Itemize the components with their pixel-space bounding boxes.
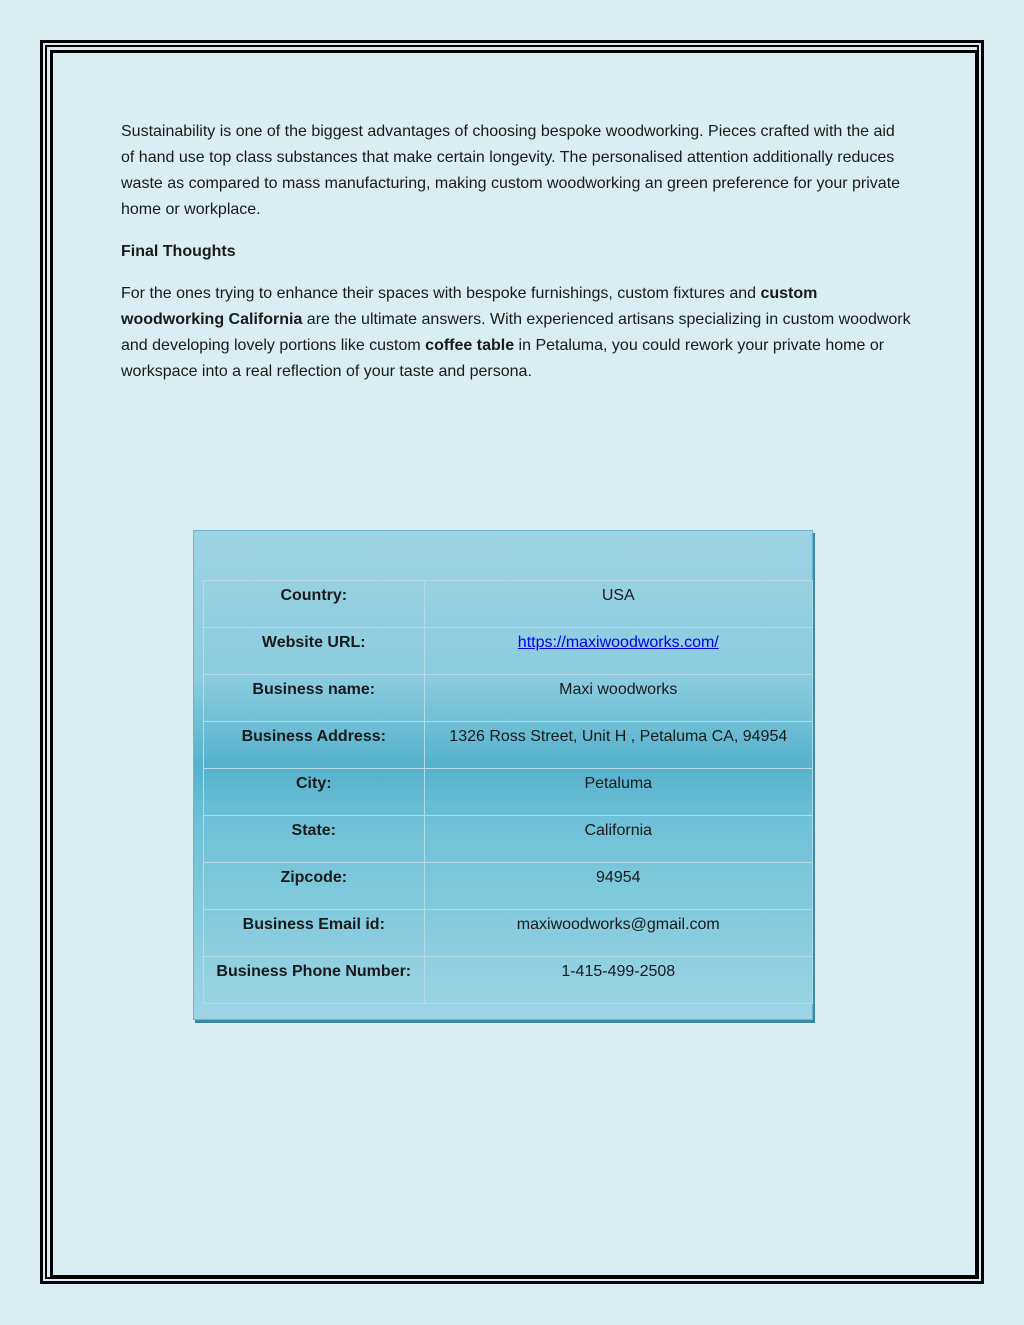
paragraph-text: For the ones trying to enhance their spaces with bespoke furnishings, custom fixtures and [121,285,761,302]
sustainability-paragraph: Sustainability is one of the biggest advantages of choosing bespoke woodworking. Pieces crafted with the aid of hand use top class substances that make certain longevity. The personalised attention additionally reduces waste as compared to mass manufacturing, making custom woodworking an green preference for your private home or workplace. [121,123,901,218]
business-info-card [193,530,813,1020]
business-email-label: Business Email id: [204,910,425,957]
table-row [204,910,813,957]
table-row [204,675,813,722]
business-name-value: Maxi woodworks [424,675,812,722]
website-url-link[interactable]: https://maxiwoodworks.com/ [517,634,719,651]
business-address-value: 1326 Ross Street, Unit H , Petaluma CA, 94954 [424,722,812,769]
country-value: USA [424,581,812,628]
business-email-value: maxiwoodworks@gmail.com [424,910,812,957]
business-info-table [203,580,813,1004]
table-row [204,957,813,1004]
website-url-label: Website URL: [204,628,425,675]
zipcode-value: 94954 [424,863,812,910]
country-label: Country: [204,581,425,628]
table-row [204,769,813,816]
zipcode-label: Zipcode: [204,863,425,910]
bold-keyword-custom-woodworking: custom woodworking California [121,285,818,328]
final-thoughts-heading: Final Thoughts [121,243,236,260]
document-body [121,119,911,401]
table-row [204,863,813,910]
table-row [204,816,813,863]
state-label: State: [204,816,425,863]
state-value: California [424,816,812,863]
business-phone-value: 1-415-499-2508 [424,957,812,1004]
business-phone-label: Business Phone Number: [204,957,425,1004]
city-value: Petaluma [424,769,812,816]
website-url-cell [424,628,812,675]
city-label: City: [204,769,425,816]
table-row [204,628,813,675]
bold-keyword-coffee-table: coffee table [425,337,515,354]
table-row [204,581,813,628]
business-address-label: Business Address: [204,722,425,769]
paragraph-text: in Petaluma, you could rework your private home or workspace into a real reflection of your taste and persona. [121,337,885,380]
table-row [204,722,813,769]
final-thoughts-paragraph [121,281,911,385]
business-name-label: Business name: [204,675,425,722]
paragraph-text: are the ultimate answers. With experienced artisans specializing in custom woodwork and developing lovely portions like custom [121,311,911,354]
